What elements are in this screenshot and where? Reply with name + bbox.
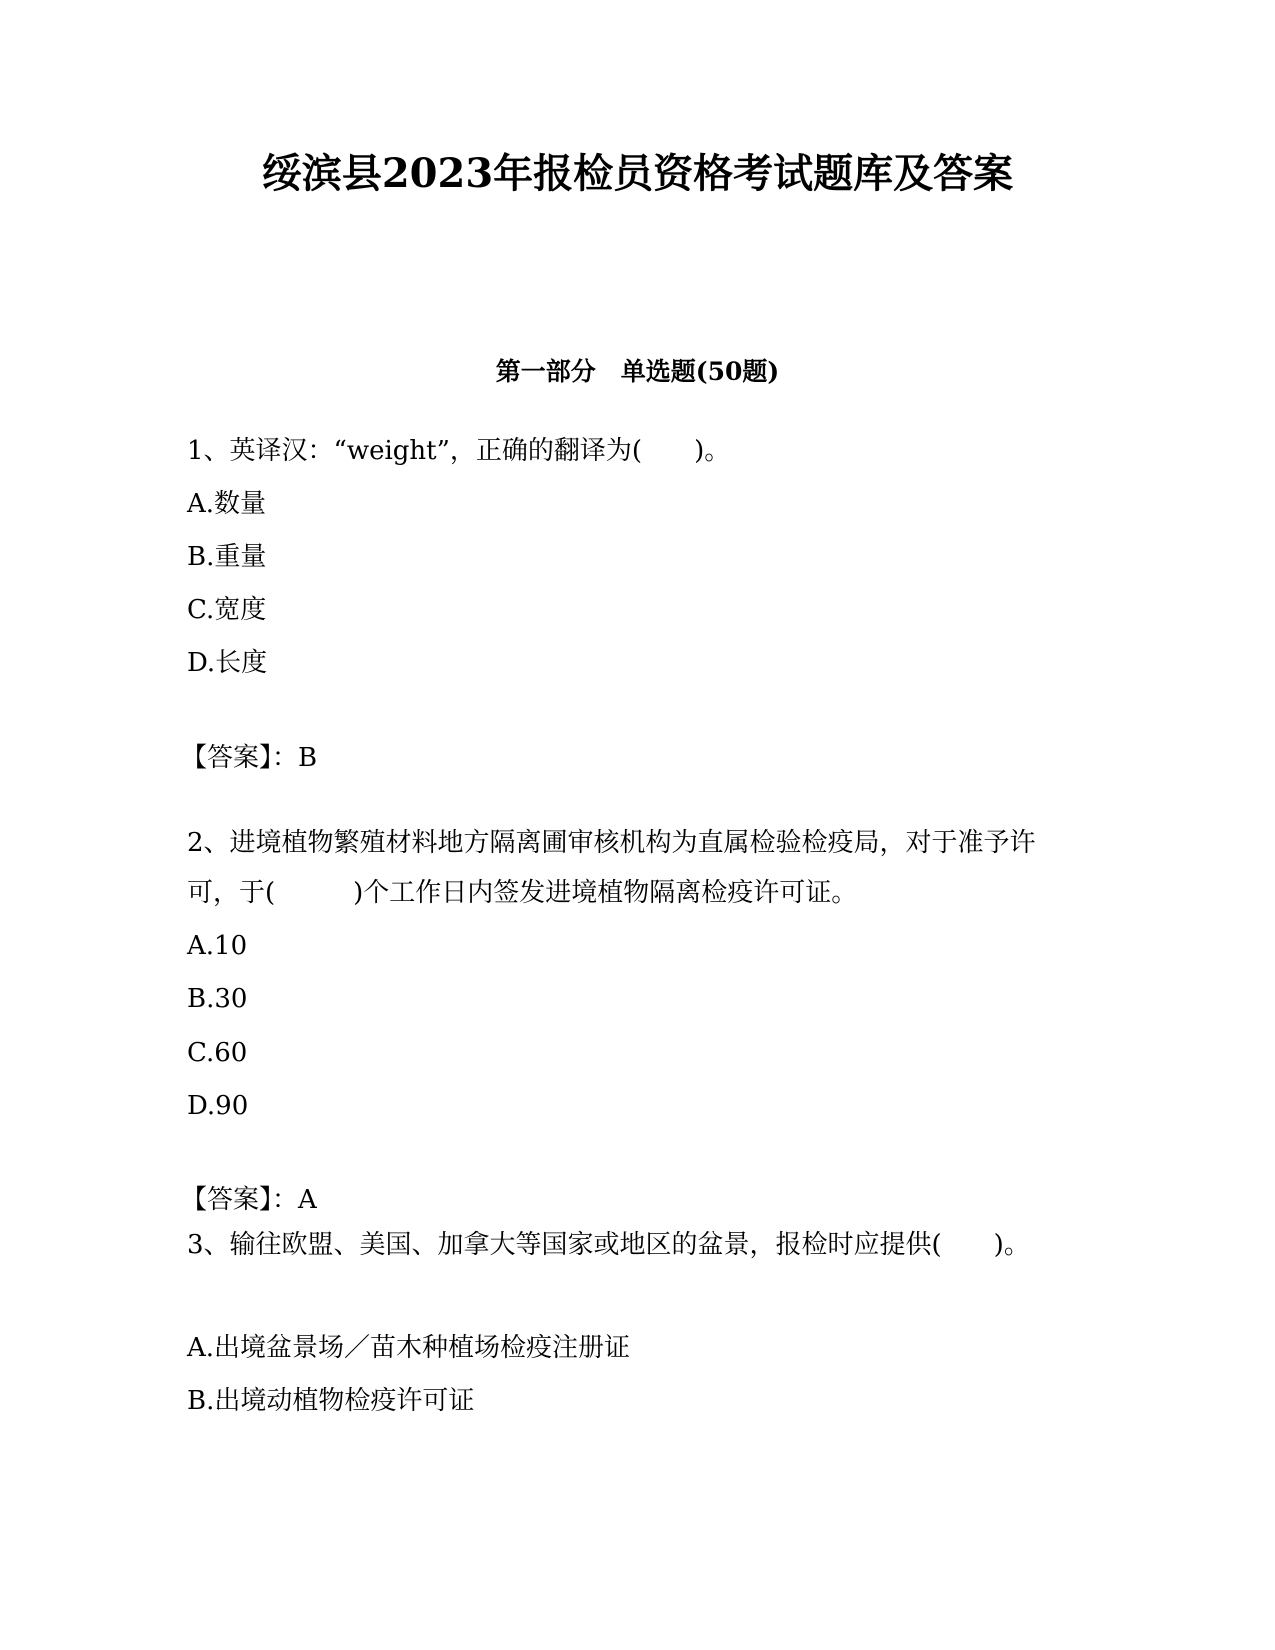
question-2-option-c: C.60 xyxy=(187,1038,248,1068)
question-1-option-a: A.数量 xyxy=(187,489,267,519)
question-3-text: 3、输往欧盟、美国、加拿大等国家或地区的盆景，报检时应提供( )。 xyxy=(187,1230,1030,1260)
question-1-option-b: B.重量 xyxy=(187,542,267,572)
document-title: 绥滨县2023年报检员资格考试题库及答案 xyxy=(261,150,1014,197)
question-2-answer: 【答案】：A xyxy=(181,1185,317,1215)
question-1-answer: 【答案】：B xyxy=(181,743,318,773)
question-3-option-b: B.出境动植物检疫许可证 xyxy=(187,1386,475,1416)
section-heading: 第一部分 单选题(50题) xyxy=(495,357,780,386)
question-2-text: 2、进境植物繁殖材料地方隔离圃审核机构为直属检验检疫局，对于准予许可，于( )个工作日内签发进境植物隔离检疫许可证。 xyxy=(187,828,1036,908)
question-1-option-d: D.长度 xyxy=(187,648,268,678)
question-2-option-b: B.30 xyxy=(187,984,248,1014)
question-3-option-a: A.出境盆景场／苗木种植场检疫注册证 xyxy=(187,1333,631,1363)
question-2-option-a: A.10 xyxy=(187,931,248,961)
question-1-option-c: C.宽度 xyxy=(187,595,267,625)
question-2-option-d: D.90 xyxy=(187,1091,249,1121)
question-1-text: 1、英译汉：“weight”，正确的翻译为( )。 xyxy=(187,436,731,466)
